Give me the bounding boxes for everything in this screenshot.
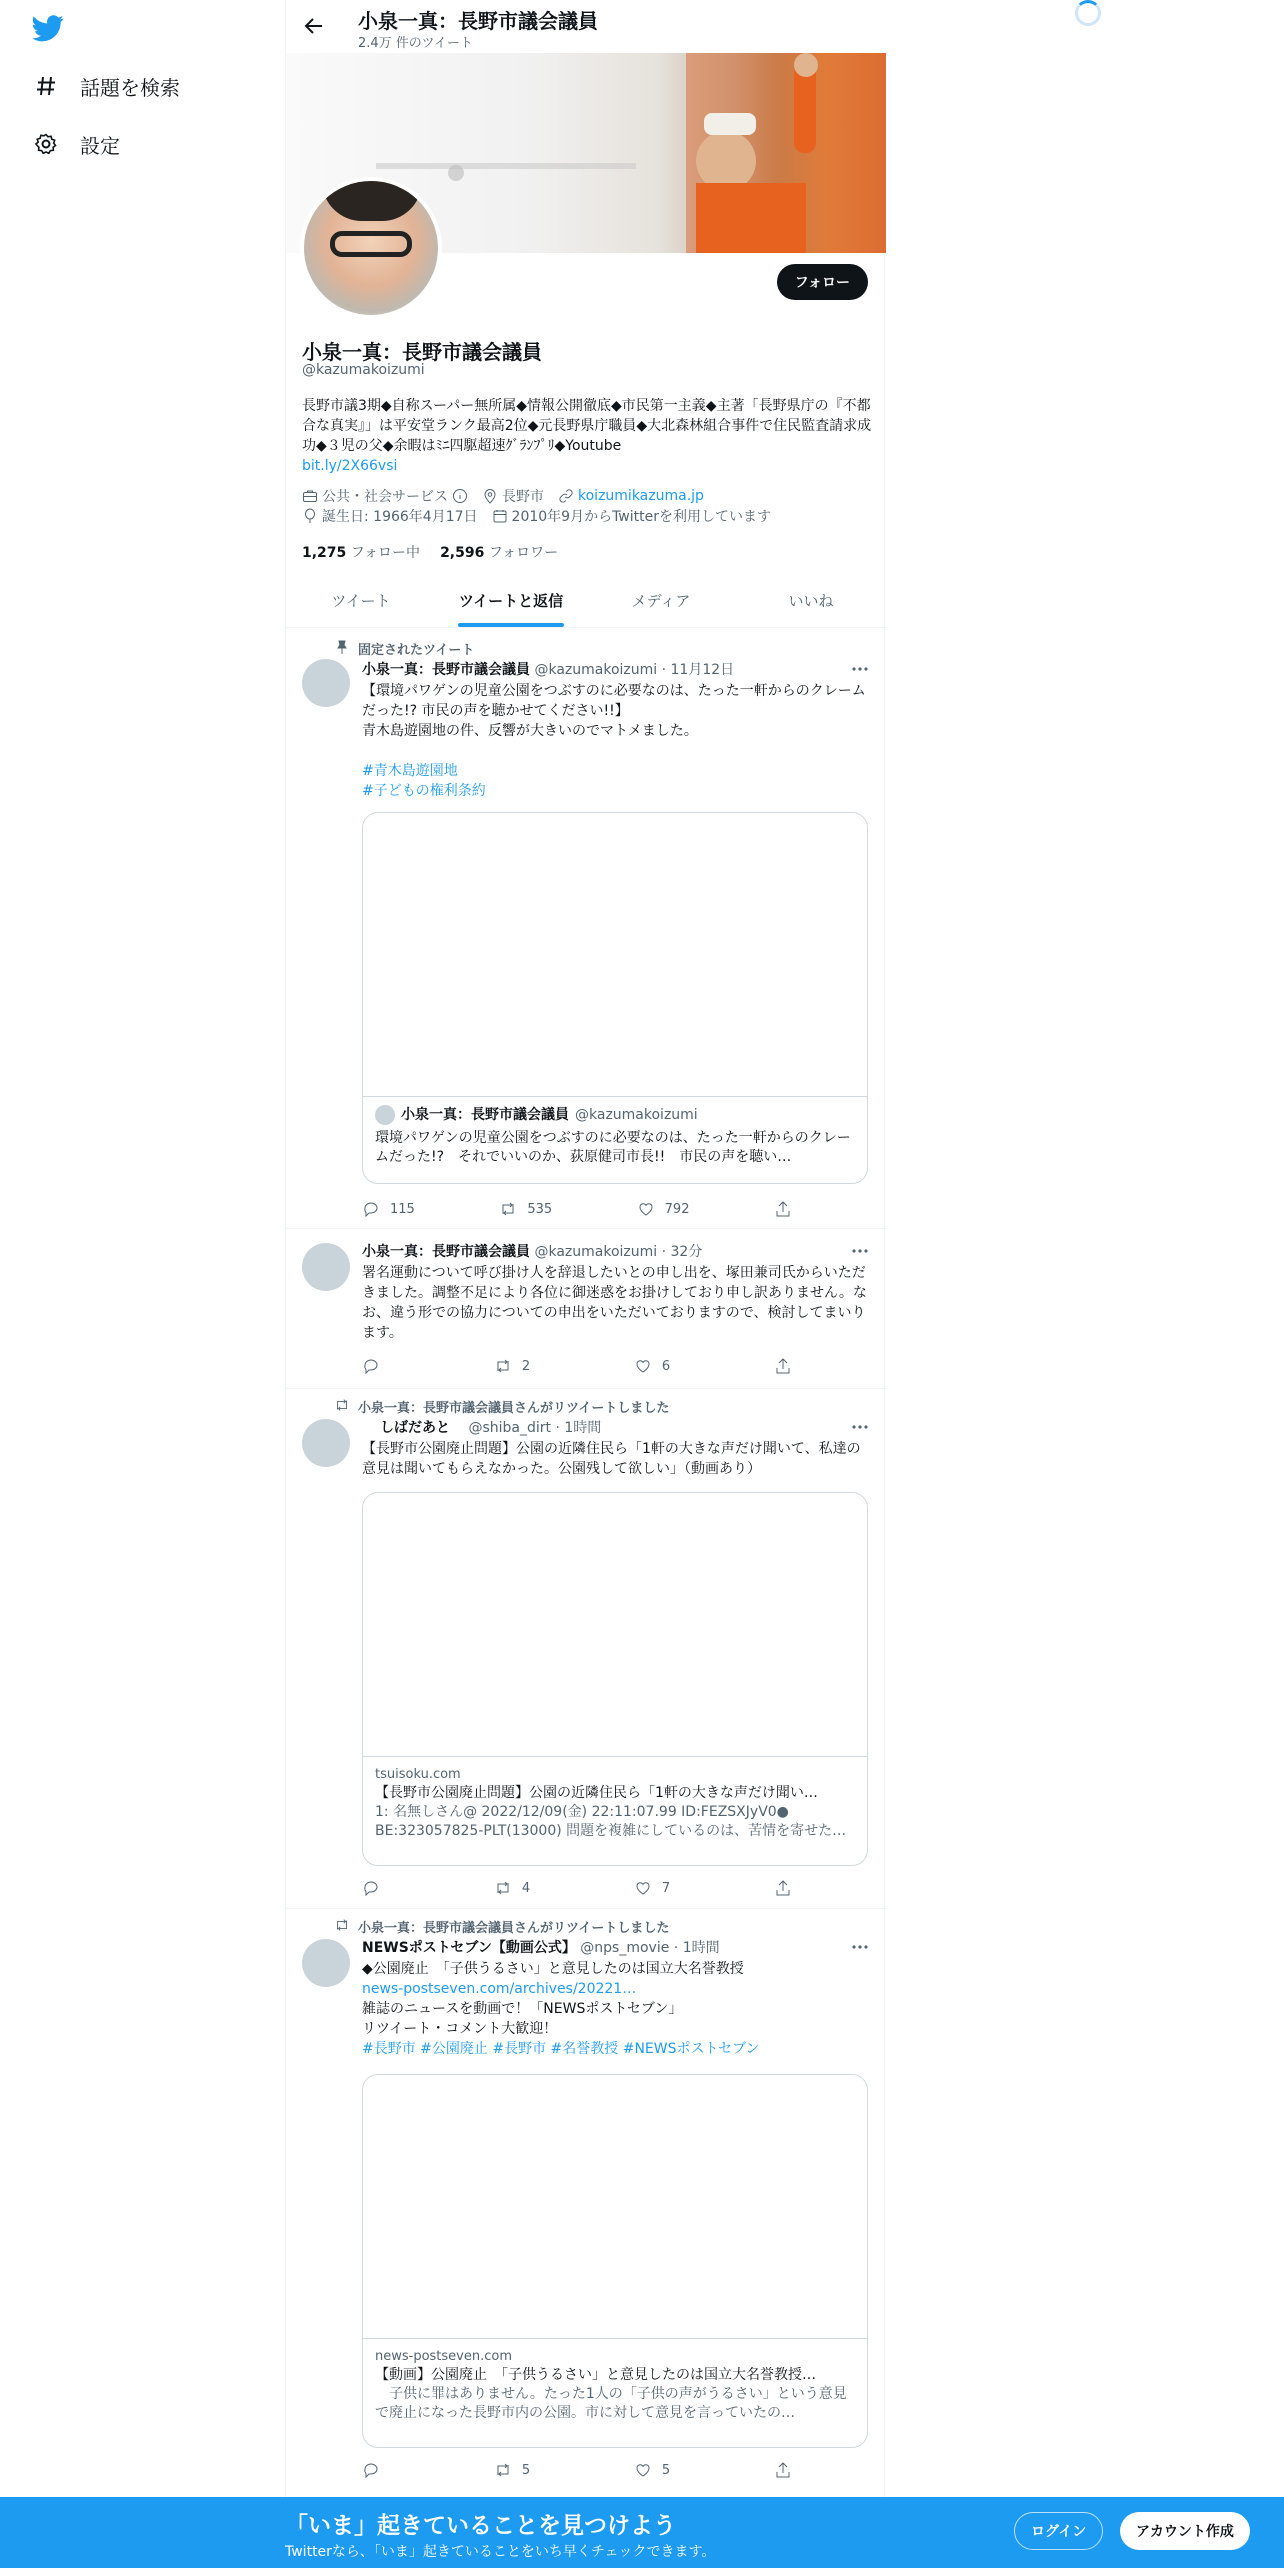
hashtag-links[interactable]: #長野市 #公園廃止 #長野市 #名誉教授 #NEWSポストセブン xyxy=(362,2041,760,2057)
tab-likes[interactable]: いいね xyxy=(788,592,834,610)
loading-spinner-icon xyxy=(1075,0,1101,26)
tweet-author-name[interactable]: NEWSポストセブン【動画公式】 xyxy=(362,1940,576,1956)
reply-button[interactable] xyxy=(362,1357,390,1375)
twitter-logo-icon[interactable] xyxy=(30,12,66,44)
header-tweet-count: 2.4万 件のツイート xyxy=(358,36,473,51)
quote-text: 環境パワゲンの児童公園をつぶすのに必要なのは、たった一軒からのクレームだった!? それでいいのか、荻原健司市長!! 市民の声を聴い… xyxy=(375,1130,851,1165)
profile-category: 公共・社会サービス xyxy=(302,486,468,506)
nav-explore-label: 話題を検索 xyxy=(80,75,180,100)
link-card-domain: tsuisoku.com xyxy=(375,1767,461,1782)
retweet-button[interactable]: 5 xyxy=(494,2461,530,2479)
follow-button[interactable]: フォロー xyxy=(777,264,868,300)
heart-icon xyxy=(634,1357,652,1375)
retweet-icon xyxy=(494,1357,512,1375)
tweet-avatar[interactable] xyxy=(302,1939,350,1987)
tweet-actions xyxy=(362,1357,792,1375)
tweet-author-name[interactable]: しばだあと xyxy=(380,1420,450,1436)
like-button[interactable]: 6 xyxy=(634,1357,670,1375)
tweet-author-name[interactable]: 小泉一真：長野市議会議員 xyxy=(362,662,530,678)
retweet-button[interactable]: 535 xyxy=(499,1200,552,1218)
signup-bottom-bar xyxy=(0,2497,1284,2568)
share-button[interactable] xyxy=(774,1200,792,1218)
like-button[interactable]: 5 xyxy=(634,2461,670,2479)
heart-icon xyxy=(637,1200,655,1218)
share-icon xyxy=(774,2461,792,2479)
profile-avatar[interactable] xyxy=(300,177,442,319)
tweet[interactable] xyxy=(286,1229,886,1389)
profile-bio-text: 長野市議3期◆自称スーパー無所属◆情報公開徹底◆市民第一主義◆主著「長野県庁の『不都合な真実』」は平安堂ランク最高2位◆元長野県庁職員◆大北森林組合事件で住民監査請求成功◆３児の父◆余暇はﾐﾆ四駆超速ｸﾞﾗﾝﾌﾟﾘ◆Youtube xyxy=(302,398,872,454)
share-button[interactable] xyxy=(774,1357,792,1375)
location-pin-icon xyxy=(482,488,498,504)
bottom-bar-title: 「いま」起きていることを見つけよう xyxy=(285,2513,676,2539)
tab-tweets-and-replies[interactable]: ツイートと返信 xyxy=(436,575,586,627)
tweet-time[interactable]: 1時間 xyxy=(682,1940,720,1956)
link-icon xyxy=(558,488,574,504)
tweet-author-handle[interactable]: @kazumakoizumi xyxy=(534,662,658,678)
share-button[interactable] xyxy=(774,2461,792,2479)
reply-button[interactable] xyxy=(362,1879,390,1897)
tweet-retweeted[interactable] xyxy=(286,1909,886,2500)
profile-handle: @kazumakoizumi xyxy=(302,362,425,378)
share-icon xyxy=(774,1200,792,1218)
nav-settings-label: 設定 xyxy=(80,133,120,158)
tweet-text: 署名運動について呼び掛け人を辞退したいとの申し出を、塚田兼司氏からいただきました。調整不足により各位に御迷惑をお掛けしており申し訳ありません。なお、違う形での協力についての申出をいただいておりますので、検討してまいります。 xyxy=(362,1265,867,1341)
retweet-icon xyxy=(334,1397,350,1413)
link-card-title: 【動画】公園廃止 「子供うるさい」と意見したのは国立大名誉教授… xyxy=(375,2367,816,2383)
heart-icon xyxy=(634,1879,652,1897)
briefcase-icon xyxy=(302,488,318,504)
retweet-icon xyxy=(334,1917,350,1933)
tweet-header: NEWSポストセブン【動画公式】 @nps_movie · 1時間 xyxy=(362,1940,720,1956)
share-button[interactable] xyxy=(774,1879,792,1897)
profile-joined: 2010年9月からTwitterを利用しています xyxy=(492,506,771,526)
profile-follow-stats xyxy=(302,542,558,562)
share-icon xyxy=(774,1357,792,1375)
link-card-media xyxy=(363,1493,867,1757)
avatar-hair xyxy=(322,181,422,221)
profile-birthday: 誕生日: 1966年4月17日 xyxy=(302,506,478,526)
link-card[interactable] xyxy=(362,2074,868,2448)
more-options-icon[interactable] xyxy=(850,659,870,679)
left-nav xyxy=(0,0,285,2568)
calendar-icon xyxy=(492,508,508,524)
profile-bio xyxy=(302,396,872,476)
tweet-context: 固定されたツイート xyxy=(358,643,475,658)
link-card-body xyxy=(363,2339,867,2431)
profile-column xyxy=(285,0,885,2500)
tweet-text: ◆公園廃止 「子供うるさい」と意見したのは国立大名誉教授 news-postseven.com/archives/20221… 雑誌のニュースを動画で！「NEWSポストセブン」 リツイート・コメント大歓迎！ #長野市 #公園廃止 #長野市 #名誉教授 #NEWSポストセブン xyxy=(362,1959,872,2059)
retweet-icon xyxy=(499,1200,517,1218)
link-card-body xyxy=(363,1757,867,1849)
hashtag-icon xyxy=(34,74,58,98)
nav-explore[interactable] xyxy=(34,66,180,106)
tweet-time[interactable]: 11月12日 xyxy=(670,662,735,678)
tweet-link[interactable]: news-postseven.com/archives/20221… xyxy=(362,1981,637,1997)
reply-icon xyxy=(362,1357,380,1375)
avatar-glasses xyxy=(330,231,412,257)
following-link[interactable]: 1,275 フォロー中 xyxy=(302,545,421,561)
like-button[interactable]: 7 xyxy=(634,1879,670,1897)
quote-avatar xyxy=(375,1105,395,1125)
pin-icon xyxy=(334,639,350,655)
tweet-author-name[interactable]: 小泉一真：長野市議会議員 xyxy=(362,1244,530,1260)
profile-location: 長野市 xyxy=(482,486,544,506)
profile-meta-row-2 xyxy=(302,506,771,526)
link-card-description: 1: 名無しさん@ 2022/12/09(金) 22:11:07.99 ID:FEZSXJyV0● BE:323057825-PLT(13000) 問題を複雑にしているのは、苦情を寄せた… xyxy=(375,1804,847,1839)
reply-icon xyxy=(362,1879,380,1897)
tweet-actions xyxy=(362,1879,792,1897)
retweet-button[interactable]: 2 xyxy=(494,1357,530,1375)
hashtag-link[interactable]: #青木島遊園地 xyxy=(362,763,458,779)
link-card-media xyxy=(363,2075,867,2339)
profile-meta-row-1 xyxy=(302,486,704,506)
retweet-icon xyxy=(494,2461,512,2479)
back-arrow-icon[interactable] xyxy=(302,14,326,38)
profile-website[interactable]: koizumikazuma.jp xyxy=(558,488,704,504)
profile-tabs xyxy=(286,575,886,628)
reply-icon xyxy=(362,1200,380,1218)
tweet-time[interactable]: 32分 xyxy=(670,1244,703,1260)
more-options-icon[interactable] xyxy=(850,1417,870,1437)
reply-button[interactable] xyxy=(362,2461,390,2479)
balloon-icon xyxy=(302,508,318,524)
link-card[interactable] xyxy=(362,1492,868,1866)
link-card-title: 【長野市公園廃止問題】公園の近隣住民ら「1軒の大きな声だけ聞い… xyxy=(375,1785,818,1801)
info-icon[interactable] xyxy=(452,488,468,504)
hashtag-link[interactable]: #子どもの権利条約 xyxy=(362,783,486,799)
reply-button[interactable]: 115 xyxy=(362,1200,415,1218)
tweet-time[interactable]: 1時間 xyxy=(564,1420,602,1436)
tweet-pinned[interactable] xyxy=(286,629,886,1229)
profile-name: 小泉一真：長野市議会議員 xyxy=(302,340,542,364)
create-account-button[interactable]: アカウント作成 xyxy=(1120,2512,1250,2550)
share-icon xyxy=(774,1879,792,1897)
tweet-author-handle[interactable]: @shiba_dirt xyxy=(468,1420,551,1436)
tweet-author-handle[interactable]: @kazumakoizumi xyxy=(534,1244,658,1260)
more-options-icon[interactable] xyxy=(850,1241,870,1261)
tweet-actions xyxy=(362,2461,792,2479)
link-card-description: 子供に罪はありません。たった1人の「子供の声がうるさい」という意見で廃止になった長野市内の公園。市に対して意見を言っていたの… xyxy=(375,2386,847,2421)
tweet-avatar[interactable] xyxy=(302,659,350,707)
quote-tweet-card[interactable] xyxy=(362,812,868,1184)
quote-media xyxy=(363,813,867,1097)
header-profile-name: 小泉一真：長野市議会議員 xyxy=(358,9,598,33)
tweet-header: 小泉一真：長野市議会議員 @kazumakoizumi · 32分 xyxy=(362,1244,703,1260)
tweet-text: 【長野市公園廃止問題】公園の近隣住民ら「1軒の大きな声だけ聞いて、私達の意見は聞いてもらえなかった。公園残して欲しい」（動画あり） xyxy=(362,1441,861,1477)
tweet-author-handle[interactable]: @nps_movie xyxy=(580,1940,670,1956)
like-button[interactable]: 792 xyxy=(637,1200,690,1218)
tweet-context: 小泉一真：長野市議会議員さんがリツイートしました xyxy=(358,1401,670,1416)
quote-body: 小泉一真：長野市議会議員 @kazumakoizumi 環境パワゲンの児童公園をつぶすのに必要なのは、たった一軒からのクレームだった!? それでいいのか、荻原健司市長!! 市民の声を聴い… xyxy=(363,1097,867,1175)
tweet-avatar[interactable] xyxy=(302,1243,350,1291)
nav-settings[interactable] xyxy=(34,124,120,164)
login-button[interactable]: ログイン xyxy=(1014,2512,1103,2550)
retweet-icon xyxy=(494,1879,512,1897)
tab-tweets[interactable]: ツイート xyxy=(331,592,391,610)
link-card-domain: news-postseven.com xyxy=(375,2349,513,2364)
tab-media[interactable]: メディア xyxy=(631,592,691,610)
tweet-retweeted[interactable] xyxy=(286,1389,886,1909)
tweet-text: 【環境パワゲンの児童公園をつぶすのに必要なのは、たった一軒からのクレームだった!? 市民の声を聴かせてください!!】 青木島遊園地の件、反響が大きいのでマトメました。 #青木島遊園地 #子どもの権利条約 xyxy=(362,681,872,801)
profile-header-bar xyxy=(286,0,886,53)
bottom-bar-subtitle: Twitterなら、「いま」起きていることをいち早くチェックできます。 xyxy=(285,2544,716,2560)
tweet-avatar[interactable] xyxy=(302,1419,350,1467)
retweet-button[interactable]: 4 xyxy=(494,1879,530,1897)
tweet-actions xyxy=(362,1200,792,1218)
tweet-header: しばだあと @shiba_dirt · 1時間 xyxy=(380,1420,602,1436)
followers-link[interactable]: 2,596 フォロワー xyxy=(440,545,559,561)
tweet-context: 小泉一真：長野市議会議員さんがリツイートしました xyxy=(358,1921,670,1936)
more-options-icon[interactable] xyxy=(850,1937,870,1957)
tweet-header: 小泉一真：長野市議会議員 @kazumakoizumi · 11月12日 xyxy=(362,662,735,678)
gear-icon xyxy=(34,132,58,156)
profile-bio-link[interactable]: bit.ly/2X66vsi xyxy=(302,458,398,474)
reply-icon xyxy=(362,2461,380,2479)
heart-icon xyxy=(634,2461,652,2479)
